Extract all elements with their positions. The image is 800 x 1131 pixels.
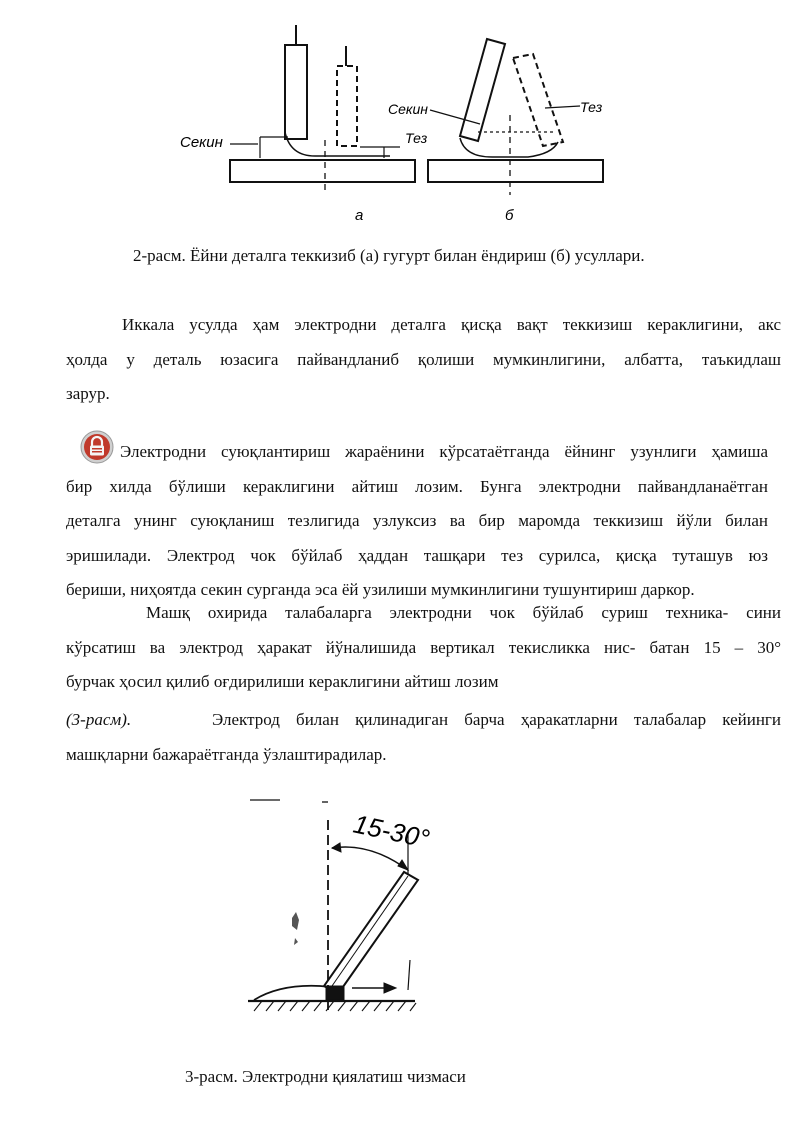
paragraph-2-line-1: Электродни суюқлантириш жараёнини кўрсатаётганда ёйнинг узунлиги ҳамиша	[120, 442, 768, 461]
paragraph-2-line-3: деталга унинг суюқланиш тезлигида узлуксиз ва бир маромда теккизиш йўли билан	[66, 511, 768, 530]
label-fast-a: Тез	[405, 130, 428, 146]
electrode-solid-a	[285, 45, 307, 139]
figure-3-diagram	[240, 790, 440, 1030]
label-slow-b: Секин	[388, 101, 428, 117]
label-b: б	[505, 207, 514, 224]
paragraph-1-line-3: зарур.	[66, 384, 110, 403]
workpiece-b	[428, 160, 603, 182]
figure-2b	[428, 39, 603, 195]
figure-2-diagram	[160, 20, 630, 230]
paragraph-4-line-1-text: Электрод билан қилинадиган барча ҳаракатларни талабалар кейинги	[212, 710, 782, 729]
label-slow-a: Секин	[180, 134, 223, 151]
paragraph-3-line-3: бурчак ҳосил қилиб оғдирилиши кераклигини айтиш лозим	[66, 672, 499, 691]
paragraph-2	[66, 435, 768, 608]
figure-3-caption: 3-расм. Электродни қиялатиш чизмаси	[185, 1067, 466, 1086]
paragraph-3-line-1: Машқ охирида талабаларга электродни чок бўйлаб суриш техника- сини	[146, 603, 781, 622]
electrode-solid-b	[460, 39, 505, 141]
workpiece-a	[230, 160, 415, 182]
angle-arc	[332, 847, 408, 870]
weld-pool	[326, 986, 344, 1000]
label-a: а	[355, 207, 364, 224]
paragraph-4-line-1	[66, 703, 781, 738]
paragraph-1-line-1: Иккала усулда ҳам электродни деталга қисқа вақт теккизиш кераклигини, акс	[122, 315, 781, 334]
electrode-dashed-a	[337, 66, 357, 146]
label-fast-b: Тез	[580, 99, 603, 115]
paragraph-2-line-4: эришилади. Электрод чок бўйлаб ҳаддан ташқари тез сурилса, қисқа туташув юз	[66, 545, 768, 565]
paragraph-2-line-5: бериши, ниҳоятда секин сурганда эса ёй узилиши мумкинлигини тушунтириш даркор.	[66, 580, 695, 599]
paragraph-3	[66, 596, 781, 700]
electrode-rod	[324, 872, 418, 994]
workpiece-hatch	[254, 1001, 416, 1011]
paragraph-4-line-2: машқларни бажараётганда ўзлаштирадилар.	[66, 744, 387, 764]
paragraph-1	[66, 308, 781, 412]
paragraph-2-line-2: бир хилда бўлиши кераклигини айтиш лозим. Бунга электродни пайвандланаётган	[66, 476, 768, 496]
paragraph-4	[66, 703, 781, 772]
angle-label: 15-30°	[350, 808, 433, 854]
paragraph-3-line-2: кўрсатиш ва электрод ҳаракат йўналишида вертикал текисликка нис- батан 15 – 30°	[66, 637, 781, 657]
paragraph-1-line-2: ҳолда у деталь юзасига пайвандланиб қолиши мумкинлигини, албатта, таъкидлаш	[66, 349, 781, 369]
figure-2-caption: 2-расм. Ёйни деталга теккизиб (а) гугурт билан ёндириш (б) усуллари.	[133, 246, 645, 265]
figure-3-reference: (3-расм).	[66, 710, 132, 729]
